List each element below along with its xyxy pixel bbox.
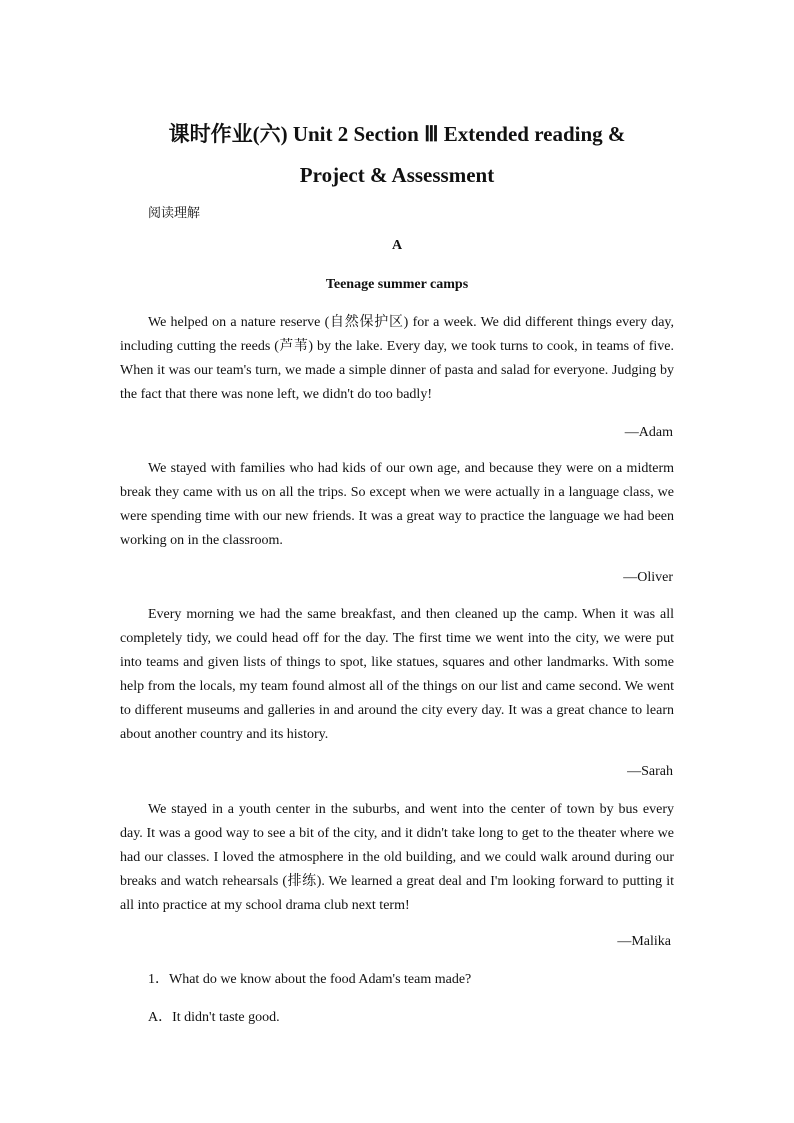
signature-adam: —Adam <box>624 425 673 440</box>
paragraph-sarah: Every morning we had the same breakfast, and then cleaned up the camp. When it was all completely tidy, we could head off for the day. The first time we went into the city, we were put into teams and given lists of things to spot, like statues, squares and other landmarks. With some help from the locals, my team found almost all of the things on our list and came second. We went to different museums and galleries in and around the city every day. It was a great chance to learn about another country and its history. <box>120 607 674 742</box>
paragraph-malika: We stayed in a youth center in the suburbs, and went into the center of town by bus every day. It was a good way to see a bit of the city, and it didn't take long to get to the theater where we had our classes. I loved the atmosphere in the old building, and we could walk around during our breaks and watch rehearsals (排练). We learned a great deal and I'm looking forward to putting it all into practice at my school drama club next term! <box>120 802 674 913</box>
page-title-line2: Project & Assessment <box>299 163 495 187</box>
passage-letter: A <box>391 238 403 253</box>
section-label: 阅读理解 <box>148 206 201 221</box>
signature-sarah: —Sarah <box>627 764 673 779</box>
passage-title: Teenage summer camps <box>325 277 469 292</box>
page-title-line1: 课时作业(六) Unit 2 Section Ⅲ Extended reading & <box>168 122 626 146</box>
paragraph-oliver: We stayed with families who had kids of our own age, and because they were on a midterm break they came with us on all the trips. So except when we were actually in a language class, we were spending time with our new friends. It was a great way to practice the language we had been working on in the classroom. <box>120 461 674 548</box>
signature-oliver: —Oliver <box>623 570 673 585</box>
question-1-option-a: A．It didn't taste good. <box>148 1010 280 1025</box>
paragraph-adam: We helped on a nature reserve (自然保护区) for a week. We did different things every day, including cutting the reeds (芦苇) by the lake. Every day, we took turns to cook, in teams of five. When it was our team's turn, we made a simple dinner of pasta and salad for everyone. Judging by the fact that there was none left, we didn't do too badly! <box>120 315 674 402</box>
question-1: 1．What do we know about the food Adam's team made? <box>148 972 472 987</box>
signature-malika: —Malika <box>617 934 671 949</box>
